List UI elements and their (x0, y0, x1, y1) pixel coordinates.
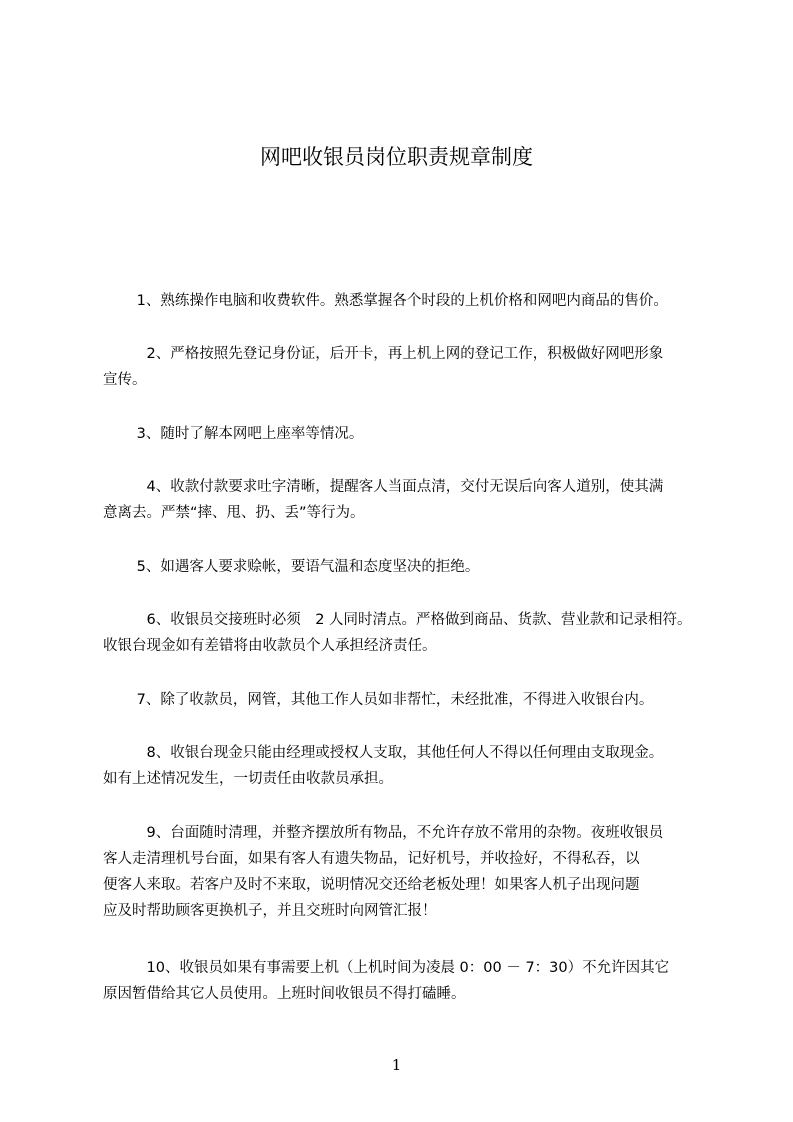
paragraph-line: 10、收银员如果有事需要上机（上机时间为凌晨 0：00 － 7：30）不允许因其它 (103, 960, 670, 976)
paragraph-line: 客人走清理机号台面，如果有客人有遗失物品，记好机号，并收捡好，不得私吞，以 (103, 851, 640, 867)
paragraph-line: 8、收银台现金只能由经理或授权人支取，其他任何人不得以任何理由支取现金。 (103, 745, 664, 761)
paragraph-1 (103, 288, 723, 314)
document-title: 网吧收银员岗位职责规章制度 (260, 145, 533, 169)
paragraph-line: 3、随时了解本网吧上座率等情况。 (103, 426, 364, 442)
paragraph-10 (103, 955, 723, 1007)
paragraph-line: 应及时帮助顾客更换机子，并且交班时向网管汇报！ (103, 903, 437, 919)
paragraph-5 (103, 554, 723, 580)
paragraph-line: 2、严格按照先登记身份证，后开卡，再上机上网的登记工作，积极做好网吧形象 (103, 346, 664, 362)
paragraph-line: 9、台面随时清理，并整齐摆放所有物品，不允许存放不常用的杂物。夜班收银员 (103, 825, 664, 841)
paragraph-8 (103, 740, 723, 792)
paragraph-line: 1、熟练操作电脑和收费软件。熟悉掌握各个时段的上机价格和网吧内商品的售价。 (103, 293, 668, 309)
paragraph-line: 便客人来取。若客户及时不来取，说明情况交还给老板处理！如果客人机子出现问题 (103, 877, 640, 893)
paragraph-line: 原因暂借给其它人员使用。上班时间收银员不得打磕睡。 (103, 986, 466, 1002)
paragraph-line: 宣传。 (103, 372, 147, 388)
paragraph-2 (103, 341, 723, 393)
paragraph-line: 4、收款付款要求吐字清晰，提醒客人当面点清，交付无误后向客人道别，使其满 (103, 479, 664, 495)
paragraph-line: 6、收银员交接班时必须 2 人同时清点。严格做到商品、货款、营业款和记录相符。 (103, 612, 692, 628)
page-number: 1 (391, 1056, 402, 1074)
paragraph-3 (103, 421, 723, 447)
paragraph-line: 7、除了收款员，网管，其他工作人员如非帮忙，未经批准，不得进入收银台内。 (103, 692, 654, 708)
paragraph-6 (103, 607, 723, 659)
paragraph-line: 5、如遇客人要求赊帐，要语气温和态度坚决的拒绝。 (103, 559, 480, 575)
paragraph-line: 收银台现金如有差错将由收款员个人承担经济责任。 (103, 638, 437, 654)
paragraph-line: 如有上述情况发生，一切责任由收款员承担。 (103, 771, 393, 787)
paragraph-7 (103, 687, 723, 713)
paragraph-9 (103, 820, 723, 924)
paragraph-4 (103, 474, 723, 526)
paragraph-line: 意离去。严禁“摔、甩、扔、丢”等行为。 (103, 505, 365, 521)
